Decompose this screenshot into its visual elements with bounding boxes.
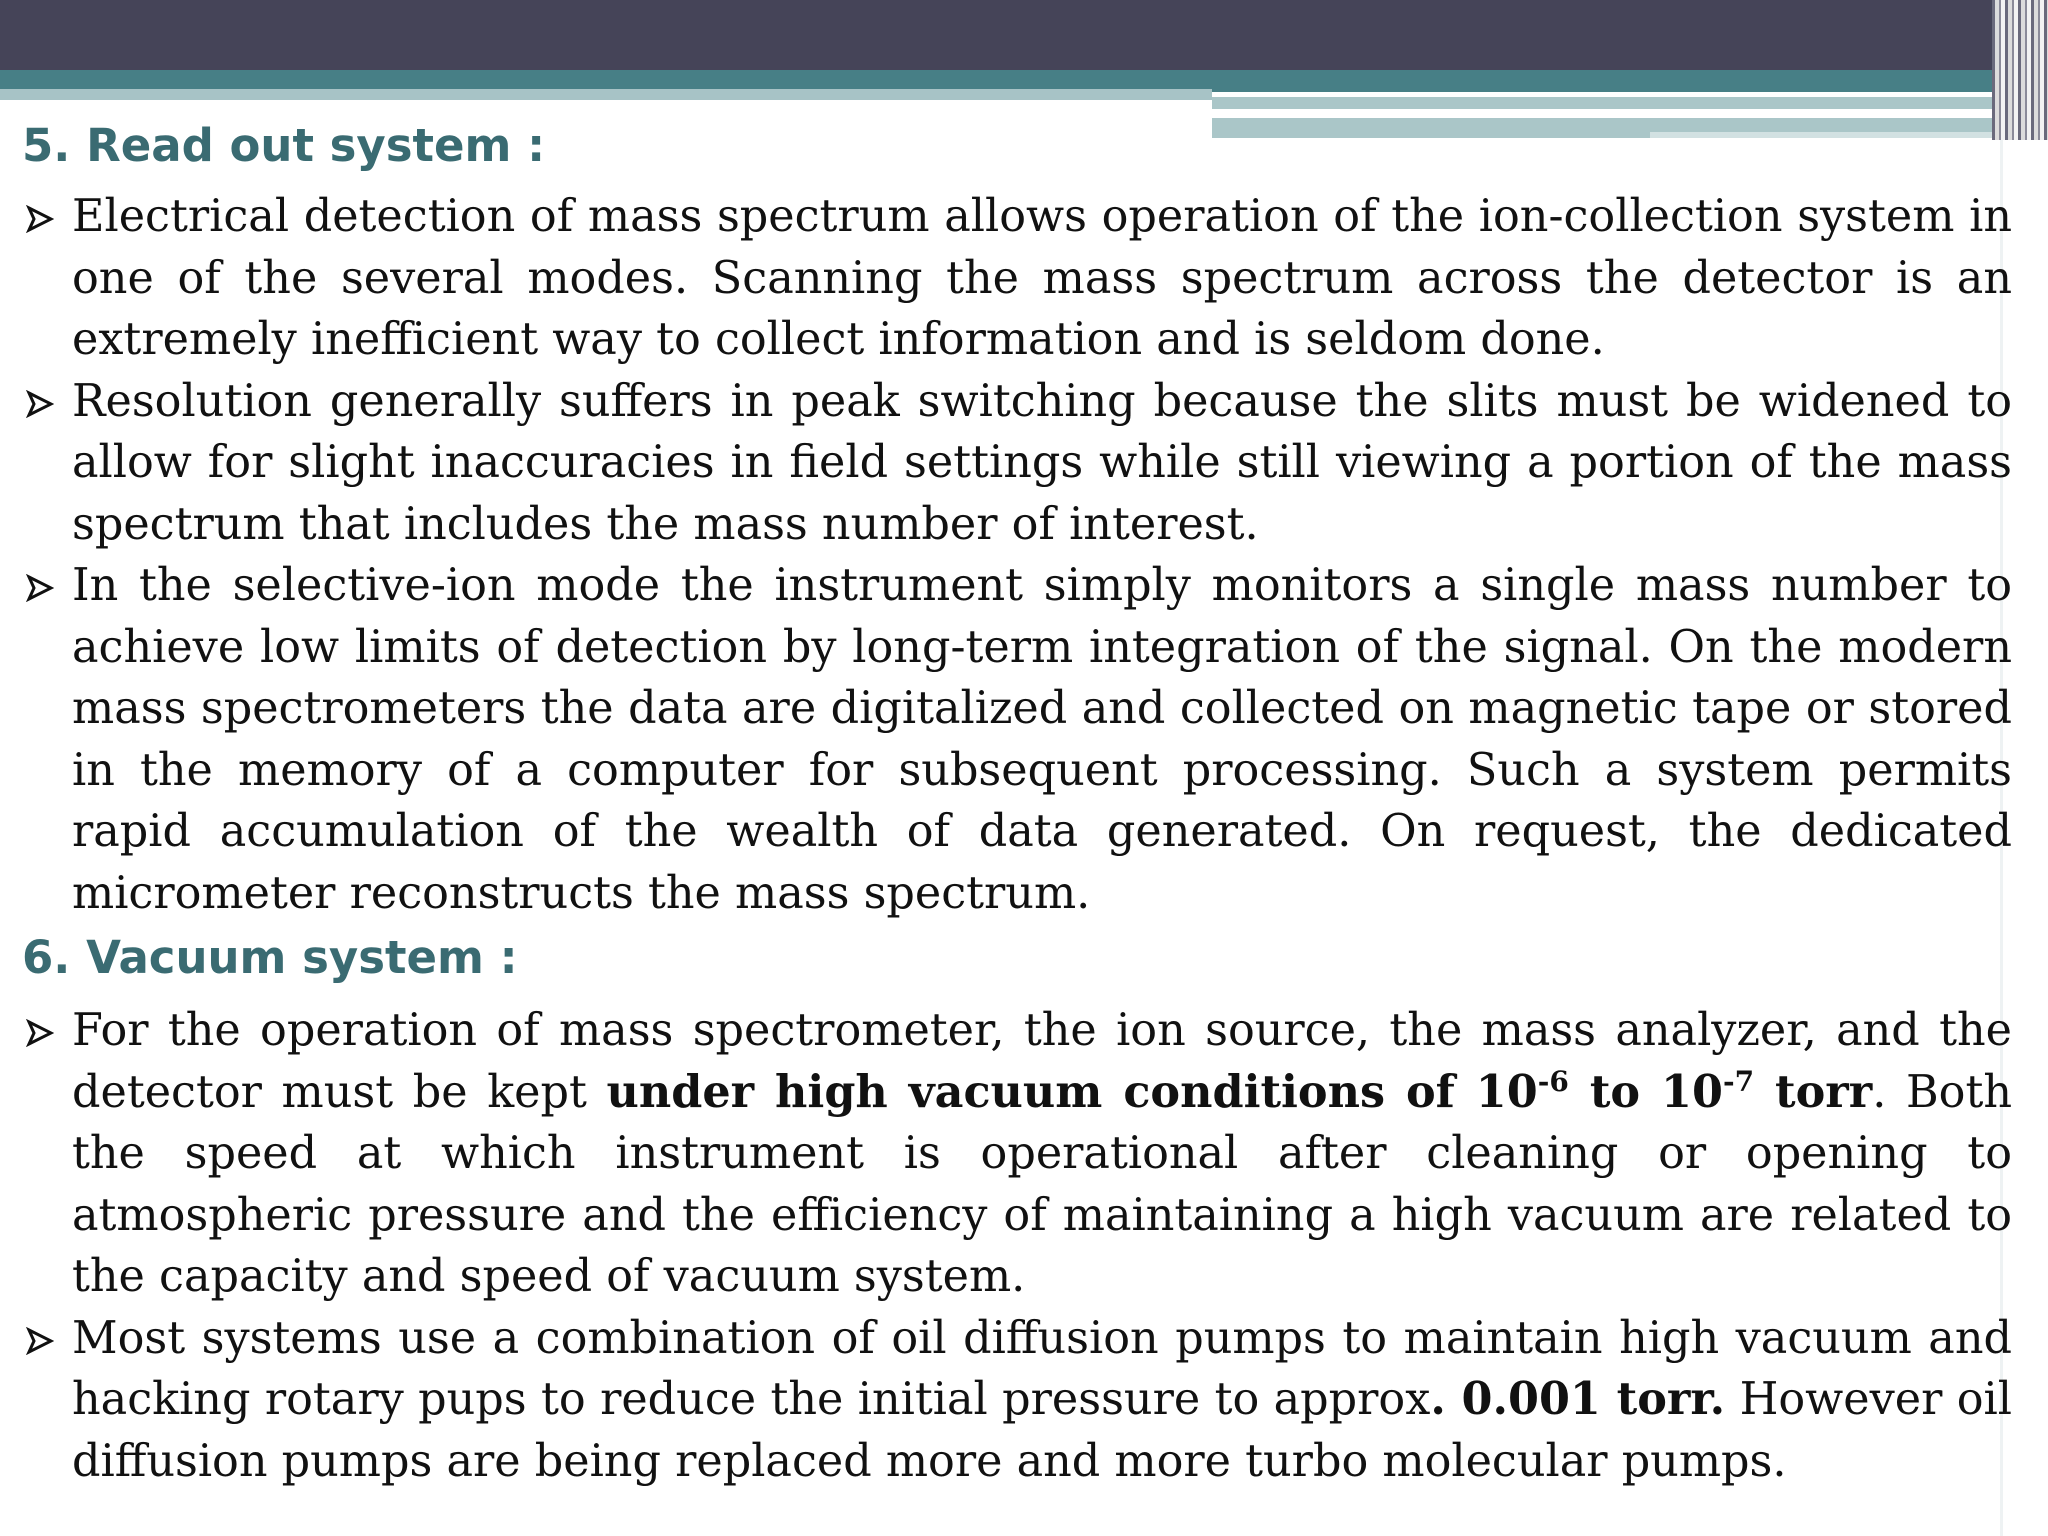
bullet-text: Electrical detection of mass spectrum allows operation of the ion-collection system in one of the several modes. Scanning the mass spectrum across the detector is an extremely inefficient way to collect information and is seldom done.: [72, 191, 2012, 365]
slide-content: [22, 112, 2012, 1492]
header-bar-dark: [0, 0, 2048, 70]
bullet-text-part: However oil diffusion pumps are being replaced more and more turbo molecular pumps.: [72, 1374, 2012, 1487]
section-vacuum-system: [22, 924, 2012, 1492]
section-heading: 5. Read out system :: [22, 119, 546, 172]
section-read-out-system: [22, 112, 2012, 924]
exponent: -6: [1537, 1064, 1569, 1098]
bullet-list: [22, 186, 2012, 924]
arrowhead-bullet-icon: [26, 390, 54, 418]
initial-pressure: . 0.001 torr.: [1430, 1373, 1726, 1425]
bullet-text-part: For the operation of mass spectrometer, the ion source, the mass analyzer, and the detector must be kept: [72, 1005, 2012, 1118]
arrowhead-bullet-icon: [26, 1019, 54, 1047]
bullet-item: [22, 371, 2012, 556]
bullet-text: [72, 1313, 2012, 1487]
corner-stripes: [1992, 0, 2048, 140]
bullet-text: In the selective-ion mode the instrument simply monitors a single mass number to achieve low limits of detection by long-term integration of the signal. On the modern mass spectrometers the data are digitalized and collected on magnetic tape or stored in the memory of a computer for subsequent processing. Such a system permits rapid accumulation of the wealth of data generated. On request, the dedicated micrometer reconstructs the mass spectrum.: [72, 560, 2012, 919]
arrowhead-bullet-icon: [26, 1327, 54, 1355]
section-heading: 6. Vacuum system :: [22, 931, 518, 984]
bullet-text: [72, 1005, 2012, 1302]
bullet-item: [22, 1000, 2012, 1308]
vacuum-pressure-range: [607, 1066, 1873, 1118]
arrowhead-bullet-icon: [26, 574, 54, 602]
bullet-item: [22, 555, 2012, 924]
arrowhead-bullet-icon: [26, 205, 54, 233]
bullet-item: [22, 186, 2012, 371]
bullet-text-part: Most systems use a combination of oil diffusion pumps to maintain high vacuum and hacking rotary pups to reduce the initial pressure to approx: [72, 1312, 2012, 1425]
bullet-list: [22, 1000, 2012, 1492]
bullet-text-part: . Both the speed at which instrument is operational after cleaning or opening to atmospheric pressure and the efficiency of maintaining a high vacuum are related to the capacity and speed of vacuum system.: [72, 1066, 2012, 1302]
exponent: -7: [1722, 1064, 1755, 1098]
header-band-upper: [1212, 97, 2048, 109]
bullet-text: Resolution generally suffers in peak switching because the slits must be widened to allow for slight inaccuracies in field settings while still viewing a portion of the mass spectrum that includes the mass number of interest.: [72, 375, 2012, 550]
header-bar-teal-light: [0, 89, 1212, 100]
bullet-item: [22, 1308, 2012, 1493]
pressure-unit: torr: [1754, 1065, 1873, 1118]
pressure-text: under high vacuum conditions of 10: [606, 1065, 1538, 1118]
pressure-text: to 10: [1568, 1065, 1723, 1118]
